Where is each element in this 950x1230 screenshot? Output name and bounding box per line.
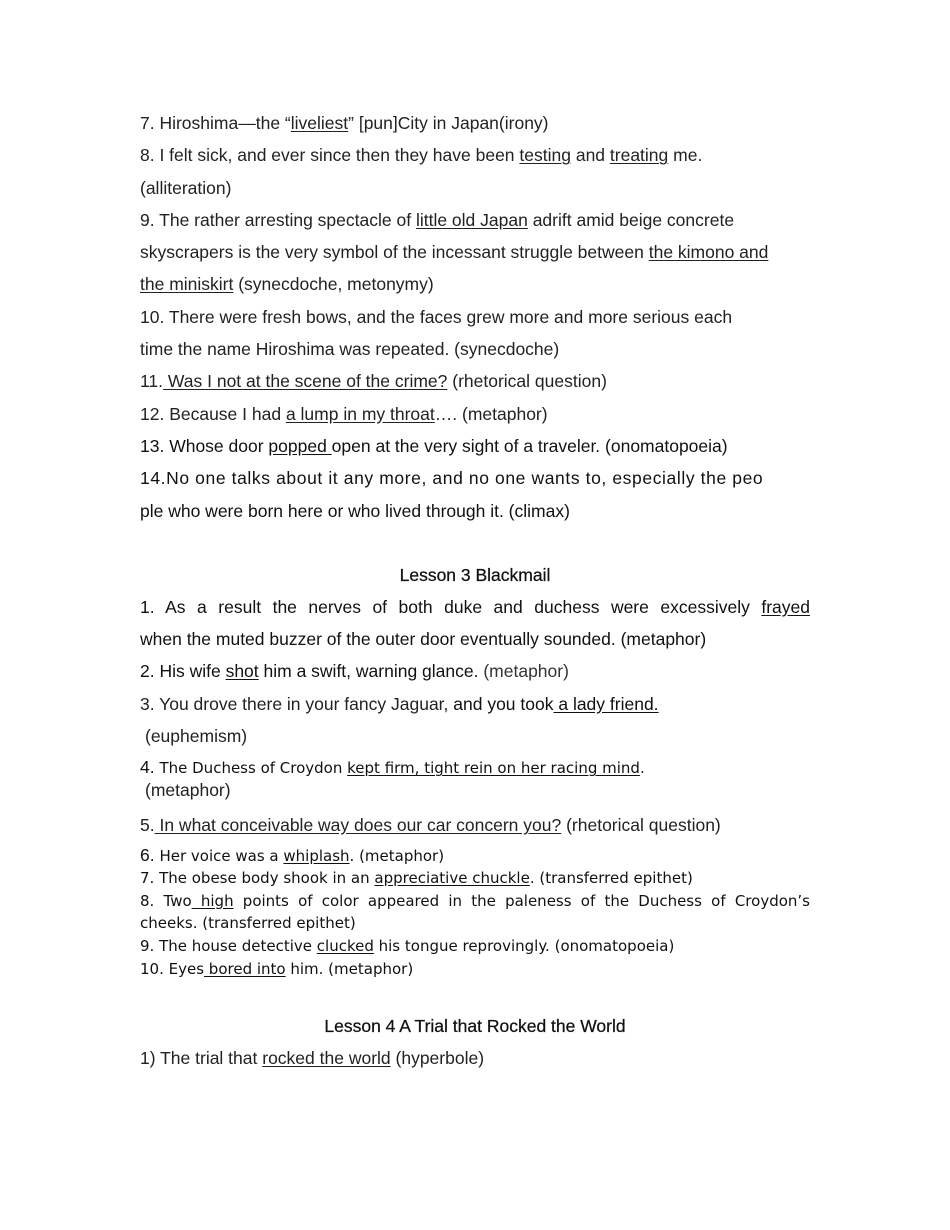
underlined-phrase: bored into bbox=[204, 959, 286, 978]
item-text: 8. I felt sick, and ever since then they have been bbox=[140, 145, 520, 166]
item-text: 11. bbox=[140, 371, 164, 392]
item-text: 14.No one talks about it any more, and no one wants to, especially the peo bbox=[140, 468, 764, 489]
item-11 bbox=[140, 365, 810, 397]
item-14 bbox=[140, 462, 810, 494]
item-text: . bbox=[639, 759, 645, 778]
item-13 bbox=[140, 430, 810, 462]
underlined-phrase: a lump in my throat bbox=[285, 403, 435, 424]
document-body bbox=[140, 107, 810, 1075]
underlined-phrase: rocked the world bbox=[262, 1048, 391, 1069]
underlined-phrase: liveliest bbox=[290, 113, 349, 133]
item-text: 13. Whose door bbox=[140, 435, 269, 456]
item-text: 5. bbox=[140, 815, 155, 836]
l3-item-7 bbox=[140, 867, 810, 890]
item-text: 1. As a result the nerves of both duke and duchess were excessively bbox=[140, 596, 762, 617]
item-text: The Duchess of Croydon bbox=[159, 759, 348, 778]
item-text: (metaphor) bbox=[478, 661, 569, 682]
underlined-phrase: treating bbox=[609, 145, 669, 166]
underlined-phrase: In what conceivable way does our car concern you? bbox=[154, 815, 562, 836]
item-text: 2. His wife bbox=[140, 661, 226, 682]
underlined-phrase: the miniskirt bbox=[140, 274, 234, 295]
l3-item-6 bbox=[140, 844, 810, 868]
lesson-3-heading: Lesson 3 Blackmail bbox=[399, 564, 551, 585]
l3-item-3-cont bbox=[140, 720, 810, 752]
item-text: (metaphor) bbox=[145, 780, 231, 801]
item-text: 12. Because I had bbox=[140, 403, 286, 424]
underlined-phrase: testing bbox=[519, 145, 571, 166]
item-text: his tongue reprovingly. (onomatopoeia) bbox=[373, 937, 675, 956]
underlined-phrase: little old Japan bbox=[415, 209, 528, 230]
item-text: ple who were born here or who lived through it. (climax) bbox=[140, 500, 570, 521]
item-text: when the muted buzzer of the outer door eventually sounded. (metaphor) bbox=[140, 629, 707, 650]
l3-item-2 bbox=[140, 655, 810, 687]
item-text: ” [pun]City in Japan(irony) bbox=[348, 113, 549, 133]
item-text: (hyperbole) bbox=[390, 1048, 485, 1069]
item-9 bbox=[140, 204, 810, 236]
item-text: 10. Eyes bbox=[140, 959, 205, 978]
lesson-4-heading: Lesson 4 A Trial that Rocked the World bbox=[324, 1016, 626, 1037]
item-text: (synecdoche, metonymy) bbox=[233, 274, 434, 295]
item-text: 7. The obese body shook in an bbox=[140, 869, 375, 888]
item-8-cont bbox=[140, 172, 810, 204]
underlined-phrase: shot bbox=[225, 661, 259, 682]
item-text: me. bbox=[668, 145, 703, 166]
l3-item-8-cont bbox=[140, 912, 810, 935]
item-text: points of color appeared in the paleness of the Duchess of Croydon’s bbox=[233, 891, 810, 910]
item-text: him a swift, warning glance. bbox=[258, 661, 479, 682]
item-9-cont bbox=[140, 236, 810, 268]
item-text: 4. bbox=[140, 757, 160, 778]
l3-item-8 bbox=[140, 890, 810, 913]
item-text: …. (metaphor) bbox=[434, 403, 548, 424]
l4-item-1 bbox=[140, 1042, 810, 1074]
underlined-phrase: kept firm, tight rein on her racing mind bbox=[347, 759, 640, 778]
l3-item-9 bbox=[140, 935, 810, 958]
item-text: 7. Hiroshima—the “ bbox=[140, 113, 291, 133]
item-text: 9. The rather arresting spectacle of bbox=[140, 209, 416, 230]
item-text: 1) The trial that bbox=[140, 1048, 263, 1069]
underlined-phrase: high bbox=[191, 891, 234, 910]
underlined-phrase: the kimono and bbox=[648, 242, 769, 263]
l3-item-4-cont bbox=[140, 779, 810, 801]
item-text: 6. bbox=[140, 844, 160, 865]
item-10 bbox=[140, 301, 810, 333]
underlined-phrase: Was I not at the scene of the crime? bbox=[163, 371, 448, 392]
item-text: cheeks. (transferred epithet) bbox=[140, 914, 356, 933]
l3-item-4 bbox=[140, 756, 810, 779]
item-text: Her voice was a bbox=[159, 846, 284, 865]
item-text: . (transferred epithet) bbox=[529, 869, 693, 888]
item-14-cont bbox=[140, 495, 810, 527]
item-12 bbox=[140, 398, 810, 430]
underlined-phrase: popped bbox=[268, 435, 332, 456]
l3-item-3 bbox=[140, 688, 810, 720]
item-text: and you took bbox=[448, 693, 554, 714]
underlined-phrase: appreciative chuckle bbox=[374, 869, 530, 888]
item-10-cont bbox=[140, 333, 810, 365]
item-text: . (metaphor) bbox=[349, 846, 445, 865]
underlined-phrase: clucked bbox=[316, 937, 374, 956]
l3-item-1-cont bbox=[140, 623, 810, 655]
l3-item-5 bbox=[140, 809, 810, 841]
item-text: 8. Two bbox=[140, 891, 192, 910]
underlined-phrase: frayed bbox=[761, 596, 810, 617]
item-text: 3. You drove there in your fancy Jaguar, bbox=[140, 693, 449, 714]
underlined-phrase: whiplash bbox=[283, 846, 350, 865]
item-text: 10. There were fresh bows, and the faces grew more and more serious each bbox=[140, 306, 733, 327]
item-text: skyscrapers is the very symbol of the incessant struggle between bbox=[140, 242, 649, 263]
item-text: 9. The house detective bbox=[140, 937, 317, 956]
item-text: (euphemism) bbox=[145, 726, 248, 747]
item-text: time the name Hiroshima was repeated. (synecdoche) bbox=[140, 339, 560, 360]
item-7 bbox=[140, 107, 810, 139]
underlined-phrase: a lady friend. bbox=[553, 693, 659, 714]
l3-item-10 bbox=[140, 958, 810, 981]
item-text: (rhetorical question) bbox=[447, 371, 607, 392]
item-text: (alliteration) bbox=[140, 177, 232, 198]
item-text: open at the very sight of a traveler. (onomatopoeia) bbox=[331, 435, 728, 456]
item-8 bbox=[140, 139, 810, 171]
item-text: him. (metaphor) bbox=[285, 959, 414, 978]
item-text: (rhetorical question) bbox=[561, 815, 721, 836]
item-9-cont2 bbox=[140, 268, 810, 300]
l3-item-1 bbox=[140, 591, 810, 623]
item-text: adrift amid beige concrete bbox=[527, 209, 735, 230]
item-text: and bbox=[570, 145, 610, 166]
